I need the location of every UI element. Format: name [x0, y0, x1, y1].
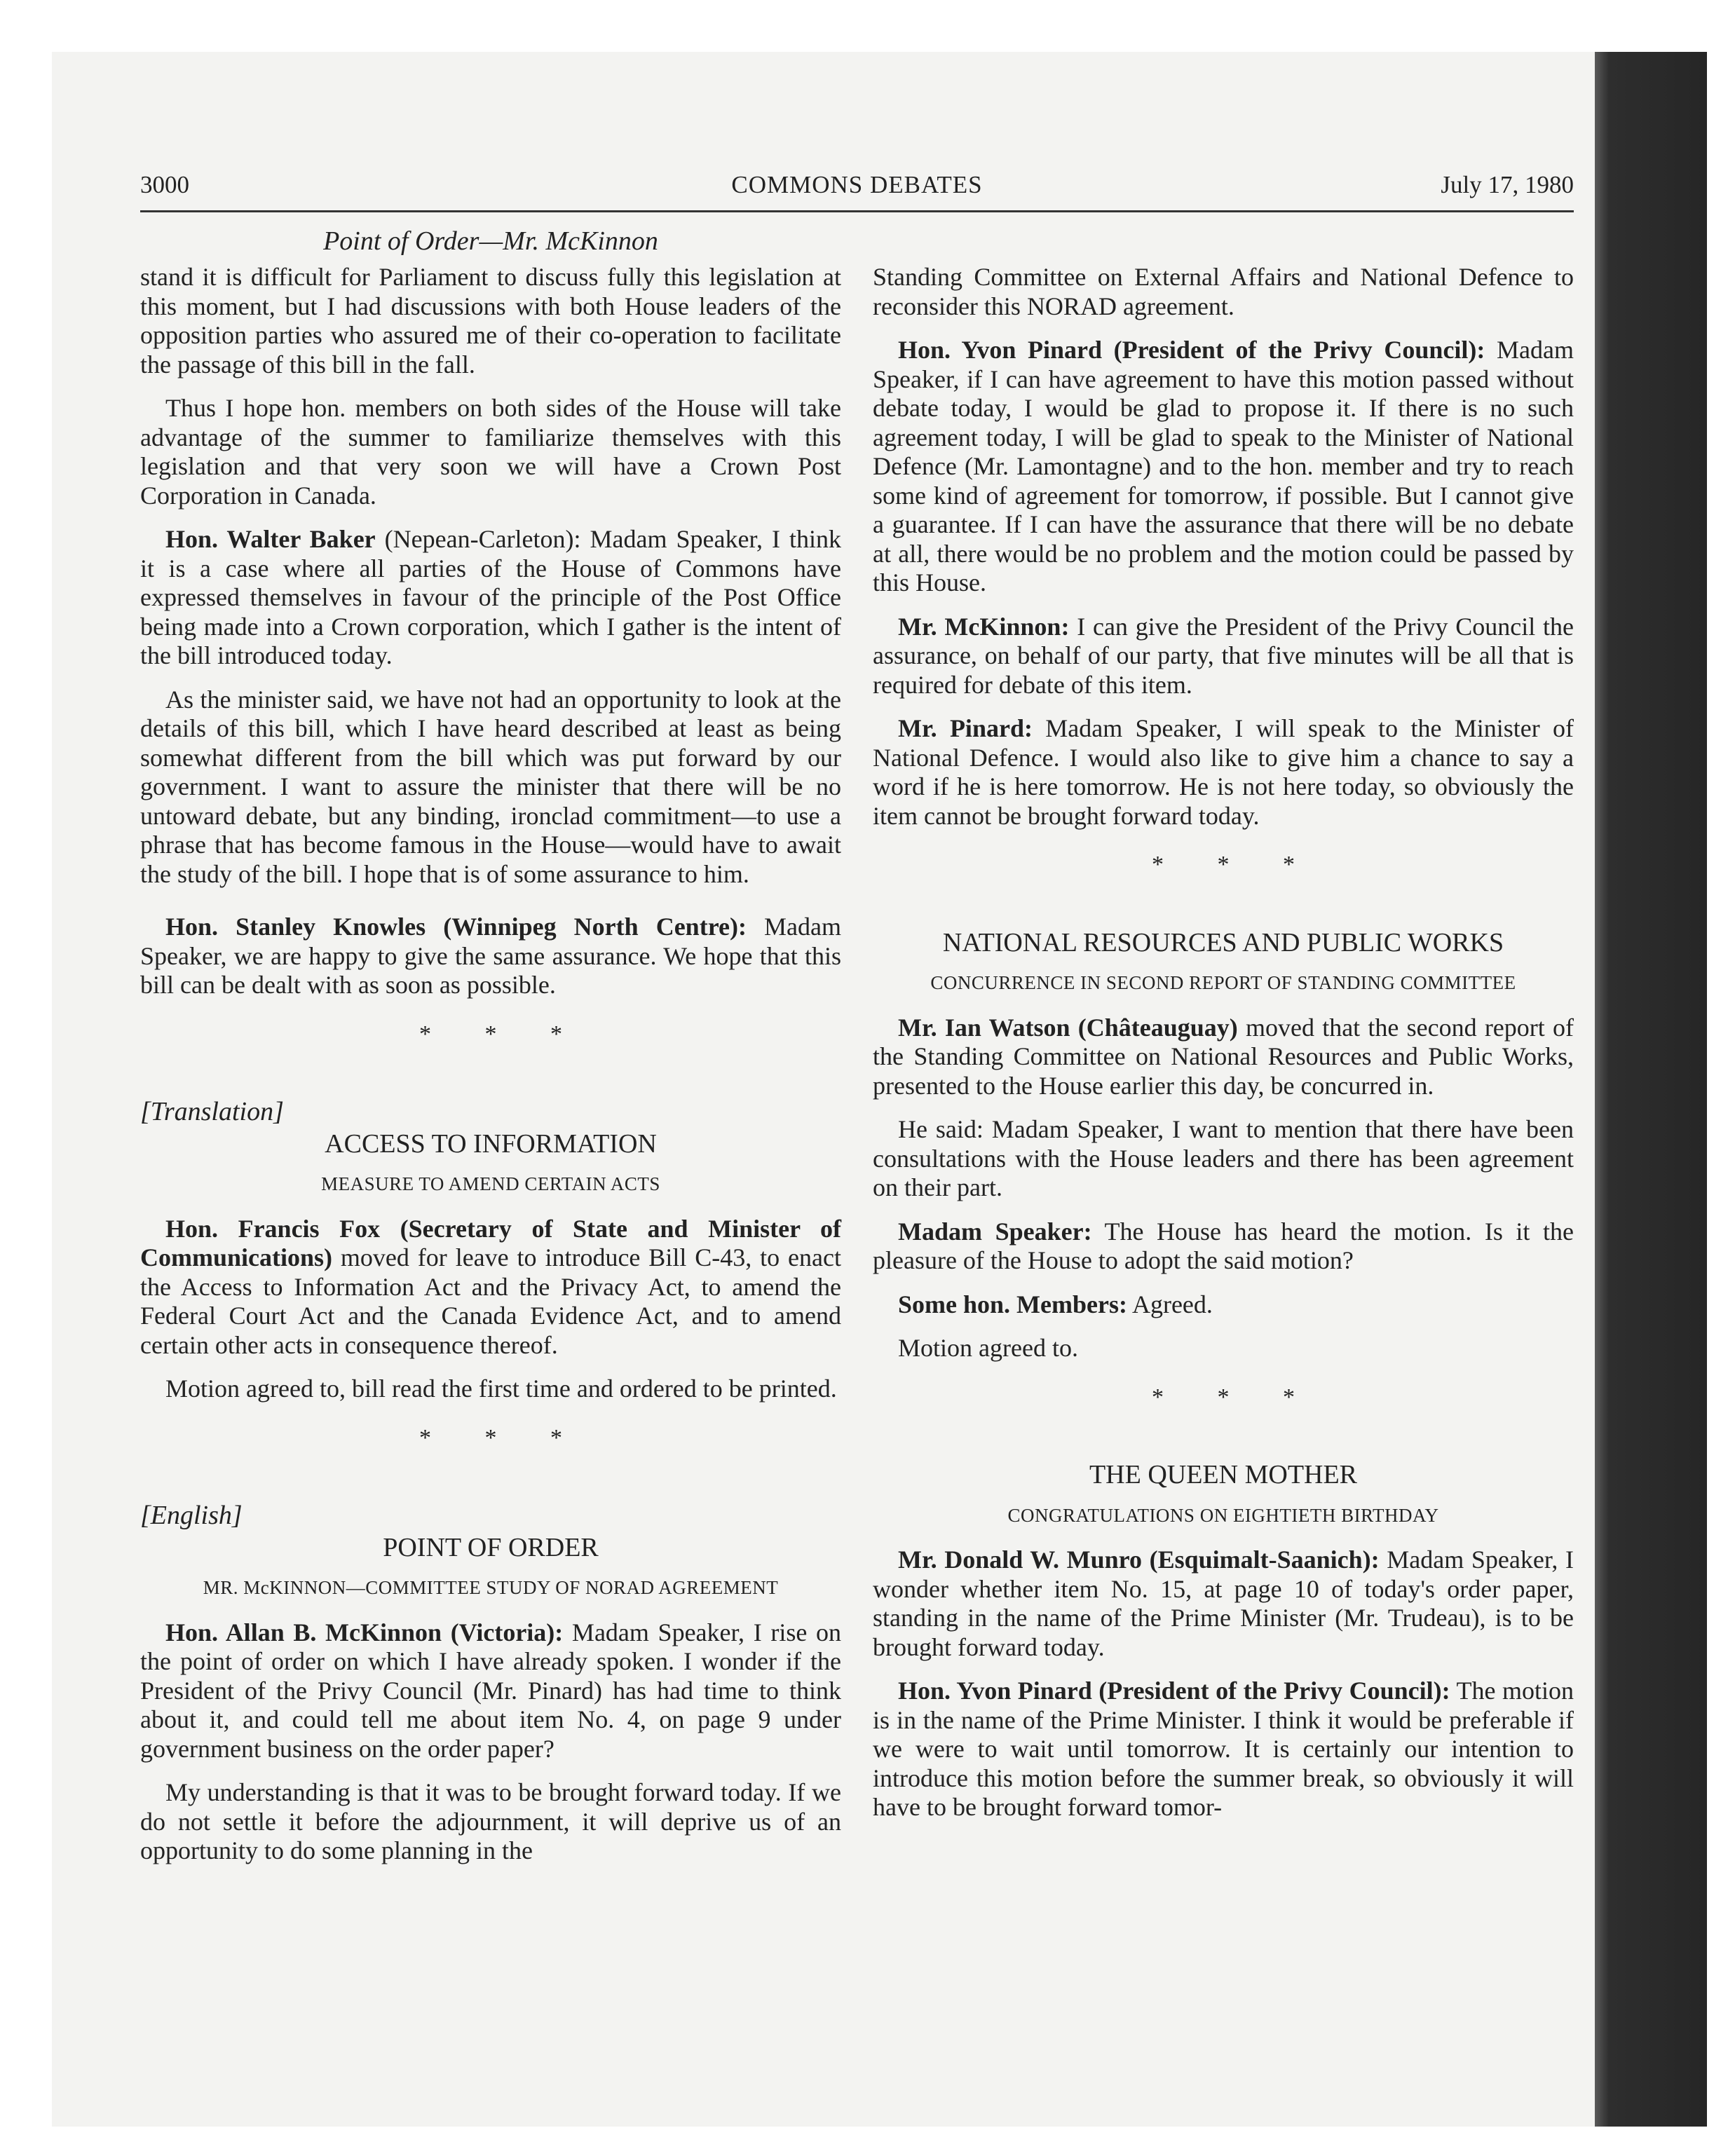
section-divider: * * * [1152, 1384, 1319, 1410]
paragraph [140, 1618, 841, 1764]
running-head: Point of Order—Mr. McKinnon [323, 226, 658, 256]
publication-date: July 17, 1980 [1441, 171, 1574, 198]
paragraph [873, 714, 1574, 831]
paragraph [873, 1677, 1574, 1822]
section-divider: * * * [419, 1021, 586, 1047]
section-subheading: MEASURE TO AMEND CERTAIN ACTS [321, 1173, 660, 1194]
speaker-name: Hon. Yvon Pinard (President of the Privy Council): [898, 1677, 1450, 1705]
paragraph: Thus I hope hon. members on both sides of the House will take advantage of the summer to familiarize themselves with this legislation and that very soon we will have a Crown Post Corporation in Canada. [140, 394, 841, 510]
paragraph: Standing Committee on External Affairs and National Defence to reconsider this NORAD agreement. [873, 263, 1574, 320]
language-tag: [Translation] [140, 1097, 284, 1126]
speech-text: moved that the second report of the Standing Committee on National Resources and Public Works, presented to the House earlier this day, be concurred in. [873, 1013, 1574, 1100]
paragraph [873, 1217, 1574, 1276]
speech-text: Madam Speaker, I think it is a case where all parties of the House of Commons have expressed themselves in favour of the principle of the Post Office being made into a Crown corporation, which I gather is the intent of the bill introduced today. [140, 525, 841, 669]
speaker-name: Mr. Ian Watson (Châteauguay) [898, 1013, 1238, 1042]
section-subheading: CONCURRENCE IN SECOND REPORT OF STANDING COMMITTEE [930, 972, 1516, 993]
paragraph: As the minister said, we have not had an opportunity to look at the details of this bill, which I have heard described at least as being somewhat different from the bill which was put forward by our government. I want to assure the minister that there will be no untoward debate, but any binding, ironclad commitment—to use a phrase that has become famous in the House—would have to await the study of the bill. I hope that is of some assurance to him. [140, 685, 841, 888]
section-divider: * * * [1152, 852, 1319, 878]
section-subheading: MR. McKINNON—COMMITTEE STUDY OF NORAD AGREEMENT [203, 1577, 779, 1598]
paragraph [140, 1215, 841, 1360]
speech-text: Madam Speaker, I wonder whether item No. 15, at page 10 of today's order paper, standing in the name of the Prime Minister (Mr. Trudeau), is to be brought forward today. [873, 1546, 1574, 1661]
paragraph [873, 1290, 1574, 1320]
speaker-riding: (Nepean-Carleton): [375, 525, 581, 553]
speaker-name: Hon. Allan B. McKinnon (Victoria): [165, 1618, 564, 1646]
speaker-name: Some hon. Members: [898, 1290, 1127, 1318]
speech-text: Madam Speaker, if I can have agreement to have this motion passed without debate today, I would be glad to propose it. If there is no such agreement today, I will be glad to speak to the Minister of National Defence (Mr. Lamontagne) and to the hon. member and try to reach some kind of agreement for tomorrow, if possible. But I cannot give a guarantee. If I can have the assurance that there will be no debate at all, there would be no problem and the motion could be passed by this House. [873, 336, 1574, 596]
speech-text: Madam Speaker, we are happy to give the same assurance. We hope that this bill can be dealt with as soon as possible. [140, 913, 842, 999]
speaker-name: Mr. Pinard: [898, 714, 1033, 742]
paragraph [140, 913, 841, 1000]
speaker-name: Mr. McKinnon: [898, 612, 1070, 641]
section-heading: NATIONAL RESOURCES AND PUBLIC WORKS [942, 927, 1504, 957]
paragraph [140, 525, 841, 671]
speaker-name: Hon. Walter Baker [165, 525, 376, 553]
speech-text: Agreed. [1127, 1290, 1213, 1318]
section-divider: * * * [419, 1424, 586, 1451]
speaker-name: Mr. Donald W. Munro (Esquimalt-Saanich): [898, 1546, 1380, 1574]
language-tag: [English] [140, 1501, 243, 1530]
speech-text: I can give the President of the Privy Council the assurance, on behalf of our party, that five minutes will be all that is required for debate of this item. [873, 612, 1574, 699]
speech-text: The motion is in the name of the Prime Minister. I think it would be preferable if we were to wait until tomorrow. It is certainly our intention to introduce this motion before the summer break, so obviously it will have to be brought forward tomor- [873, 1677, 1574, 1821]
scan-edge-shadow [1595, 52, 1707, 2127]
paragraph: stand it is difficult for Parliament to discuss fully this legislation at this moment, but I had discussions with both House leaders of the opposition parties who assured me of their co-operation to facilitate the passage of this bill in the fall. [140, 263, 841, 378]
right-column [873, 263, 1574, 1837]
speech-text: Madam Speaker, I will speak to the Minister of National Defence. I would also like to give him a chance to say a word if he is here tomorrow. He is not here today, so obviously the item cannot be brought forward today. [873, 714, 1574, 830]
section-heading: THE QUEEN MOTHER [1089, 1460, 1358, 1489]
page-header [140, 170, 1574, 212]
page-number: 3000 [140, 171, 189, 198]
paragraph: Motion agreed to. [898, 1334, 1078, 1362]
paragraph: He said: Madam Speaker, I want to mention that there have been consultations with the House leaders and there has been agreement on their part. [873, 1115, 1574, 1201]
speaker-name: Hon. Yvon Pinard (President of the Privy Council): [898, 336, 1485, 364]
paragraph [873, 613, 1574, 700]
speech-text: Madam Speaker, I rise on the point of order on which I have already spoken. I wonder if the President of the Privy Council (Mr. Pinard) has had time to think about it, and could tell me about item No. 4, on page 9 under government business on the order paper? [140, 1618, 841, 1763]
paragraph [873, 1546, 1574, 1662]
paragraph: My understanding is that it was to be brought forward today. If we do not settle it before the adjournment, it will deprive us of an opportunity to do some planning in the [140, 1778, 841, 1864]
section-heading: ACCESS TO INFORMATION [325, 1128, 657, 1159]
paragraph [873, 1014, 1574, 1101]
left-column [140, 263, 841, 1881]
speaker-name: Hon. Francis Fox (Secretary of State and Minister of Communications) [140, 1214, 841, 1271]
speaker-name: Hon. Stanley Knowles (Winnipeg North Centre): [165, 913, 747, 941]
speech-text: moved for leave to introduce Bill C-43, to enact the Access to Information Act and the Privacy Act, to amend the Federal Court Act and the Canada Evidence Act, and to amend certain other acts in consequence thereof. [140, 1243, 841, 1359]
speech-text: The House has heard the motion. Is it the pleasure of the House to adopt the said motion? [873, 1217, 1574, 1274]
section-subheading: CONGRATULATIONS ON EIGHTIETH BIRTHDAY [1007, 1504, 1439, 1526]
section-heading: POINT OF ORDER [383, 1532, 599, 1562]
publication-title: COMMONS DEBATES [731, 171, 983, 198]
paragraph [873, 336, 1574, 598]
speaker-name: Madam Speaker: [898, 1217, 1092, 1246]
paragraph: Motion agreed to, bill read the first time and ordered to be printed. [165, 1374, 837, 1403]
